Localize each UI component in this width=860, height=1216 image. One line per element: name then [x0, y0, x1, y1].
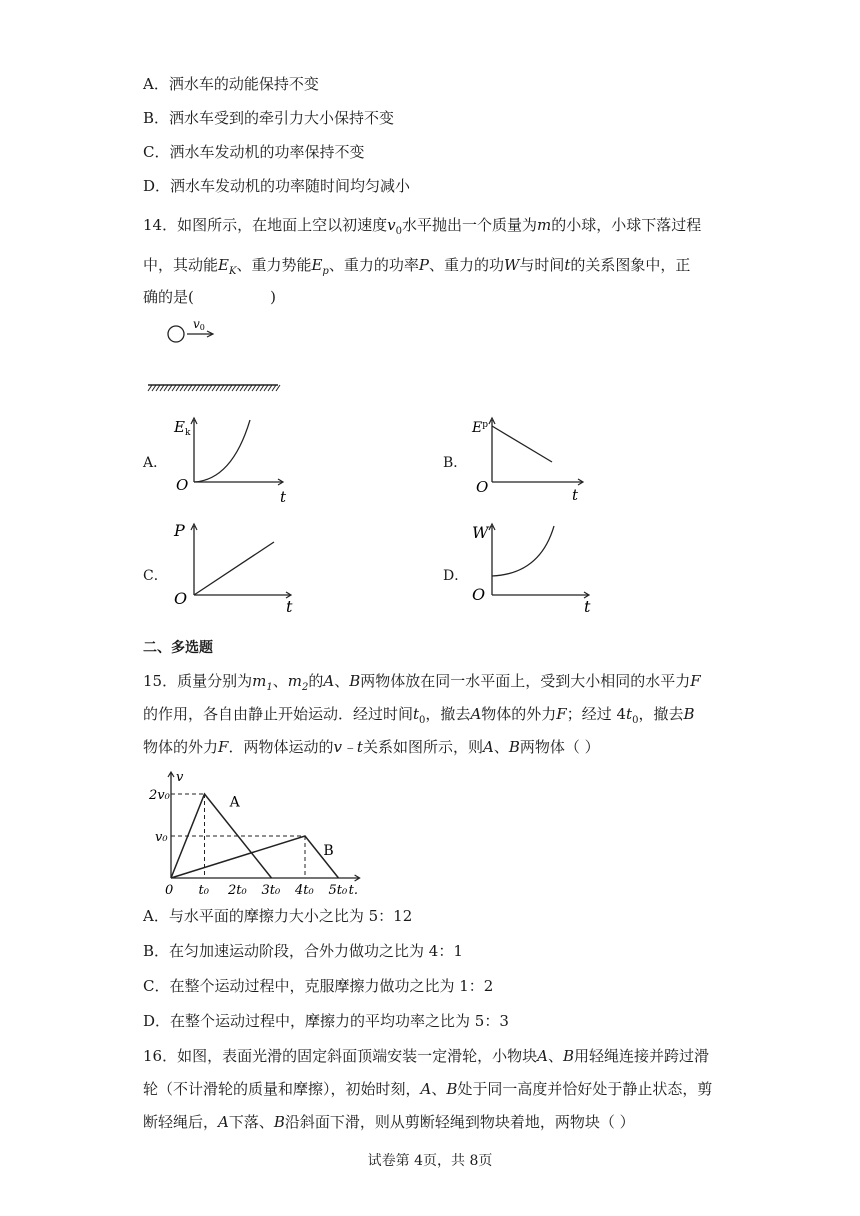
- q14-stem-line2: 中，其动能$E_K$、重力势能$E_p$、重力的功率P、重力的功W与时间t的关系图象中，正: [143, 256, 691, 277]
- q14-label-b: B．: [443, 455, 468, 471]
- y-tick-label: v₀: [155, 830, 168, 845]
- svg-text:O: O: [476, 478, 489, 496]
- q14-graph-b: [472, 412, 602, 502]
- q14-stem-line3: 确的是( ): [143, 288, 276, 306]
- x-axis-label: t.: [348, 883, 358, 898]
- ep-line: [492, 426, 552, 462]
- q13-option-c: C．洒水车发动机的功率保持不变: [143, 143, 365, 161]
- svg-text:O: O: [174, 589, 188, 608]
- q16-stem-line1: 16．如图，表面光滑的固定斜面顶端安装一定滑轮，小物块A、B用轻绳连接并跨过滑: [143, 1047, 709, 1065]
- x-tick-label: 3t₀: [261, 883, 281, 898]
- p-line: [194, 542, 274, 595]
- q13-option-d: D．洒水车发动机的功率随时间均匀减小: [143, 177, 411, 195]
- x-tick-label: 0: [165, 883, 174, 898]
- q13-option-b: B．洒水车受到的牵引力大小保持不变: [143, 109, 395, 127]
- svg-text:O: O: [472, 585, 486, 604]
- series-b-label: B: [323, 842, 334, 859]
- q15-vt-chart: [140, 760, 380, 900]
- section-title: 二、多选题: [143, 640, 213, 656]
- q14-label-d: D．: [443, 568, 469, 584]
- x-tick-label: 5t₀: [328, 883, 348, 898]
- v0-label: v: [193, 317, 200, 331]
- y-tick-label: 2v₀: [149, 788, 170, 803]
- q15-stem-line3: 物体的外力F．两物体运动的v﹣t关系如图所示，则A、B两物体（ ）: [143, 738, 600, 756]
- svg-text:Ep: $E^p$: [472, 420, 488, 436]
- q16-stem-line2: 轮（不计滑轮的质量和摩擦），初始时刻，A、B处于同一高度并恰好处于静止状态，剪: [143, 1080, 713, 1098]
- ball-icon: [168, 326, 184, 342]
- series-a-label: A: [229, 794, 240, 811]
- q15-stem-line1: 15．质量分别为$m_1$、$m_2$的A、B两物体放在同一水平面上，受到大小相同的水平力F: [143, 672, 701, 693]
- ek-curve: [194, 420, 250, 482]
- page-footer: 试卷第 4页，共 8页: [367, 1153, 493, 1169]
- q14-stem-line1: 14．如图所示，在地面上空以初速度$v_0$水平抛出一个质量为m的小球，小球下落过程: [143, 216, 702, 237]
- q15-stem-line2: 的作用，各自由静止开始运动．经过时间$t_0$，撤去A物体的外力F；经过 $4t_0$，撤去B: [143, 705, 695, 726]
- svg-text:W: W: [472, 523, 489, 542]
- x-tick-label: t₀: [198, 883, 209, 898]
- svg-text:v0: v0: [193, 317, 205, 332]
- svg-text:Ek: $E_k$: [174, 418, 191, 438]
- svg-text:t: t: [572, 486, 579, 504]
- q15-option-b: B．在匀加速运动阶段，合外力做功之比为 4：1: [143, 942, 463, 960]
- q14-projectile-figure: [160, 312, 300, 402]
- x-tick-label: 2t₀: [228, 883, 247, 898]
- q14-graph-d: [470, 520, 610, 620]
- q14-graph-a: [172, 412, 302, 506]
- q14-label-c: C．: [143, 568, 168, 584]
- q15-option-c: C．在整个运动过程中，克服摩擦力做功之比为 1：2: [143, 977, 494, 995]
- q14-label-a: A．: [143, 455, 168, 471]
- w-curve: [492, 526, 554, 576]
- x-tick-label: 4t₀: [295, 883, 314, 898]
- svg-text:O: O: [176, 476, 189, 494]
- q16-stem-line3: 断轻绳后，A下落、B沿斜面下滑，则从剪断轻绳到物块着地，两物块（ ）: [143, 1113, 635, 1131]
- q13-option-a: A．洒水车的动能保持不变: [143, 75, 319, 93]
- svg-text:t: t: [584, 597, 591, 616]
- svg-text:t: t: [286, 597, 293, 616]
- svg-text:P: P: [174, 521, 185, 540]
- svg-text:t: t: [280, 488, 287, 506]
- q15-option-d: D．在整个运动过程中，摩擦力的平均功率之比为 5：3: [143, 1012, 509, 1030]
- q15-option-a: A．与水平面的摩擦力大小之比为 5：12: [143, 907, 413, 925]
- q14-graph-c: [172, 520, 312, 620]
- y-axis-label: v: [176, 770, 184, 785]
